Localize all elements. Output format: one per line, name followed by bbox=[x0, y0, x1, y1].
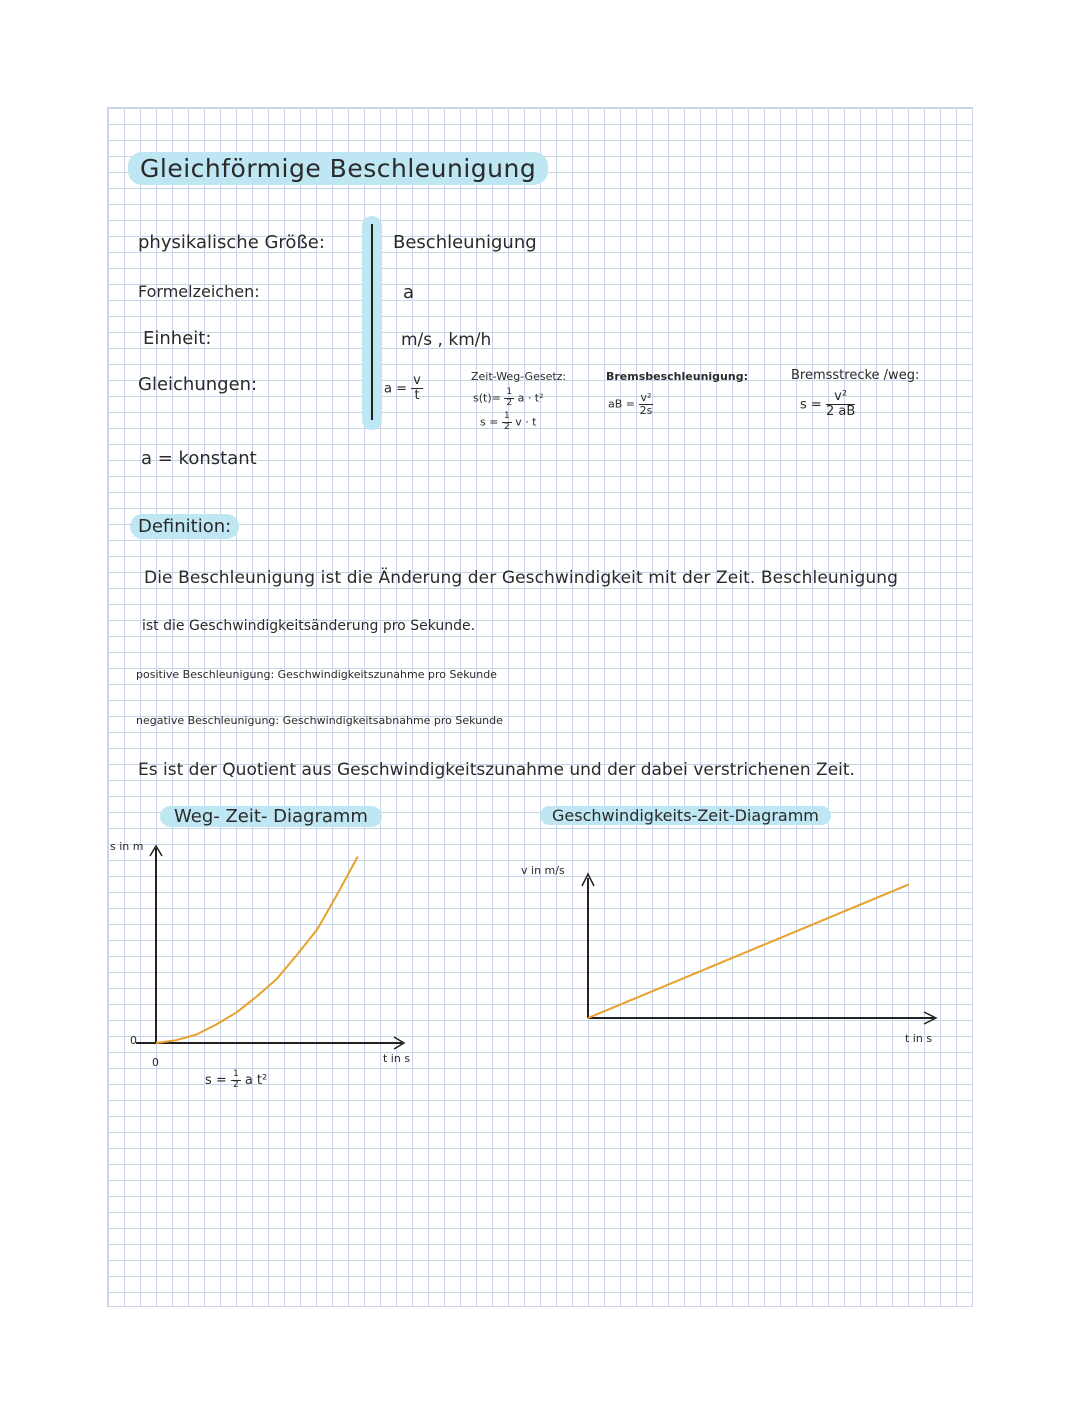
chart1-origin-x-label: 0 bbox=[152, 1056, 159, 1069]
chart1-origin-y-label: 0 bbox=[130, 1034, 137, 1047]
symbol-value: a bbox=[403, 282, 415, 303]
definition-heading: Definition: bbox=[130, 514, 239, 539]
chart1-formula-label: s = $\frac{1}{2}$ a t² bbox=[205, 1069, 268, 1090]
positive-acceleration: positive Beschleunigung: Geschwindigkeitszunahme pro Sekunde bbox=[136, 668, 497, 681]
equation-basic: a = $\frac{v}{t}$ bbox=[384, 373, 421, 404]
page-title: Gleichförmige Beschleunigung bbox=[128, 152, 548, 185]
chart2-series-line bbox=[588, 884, 909, 1018]
zeit-weg-line2: s = $\frac{1}{2}$ v · t bbox=[480, 411, 537, 432]
zeit-weg-line1: s(t)= $\frac{1}{2}$ a · t² bbox=[473, 387, 544, 408]
chart2-xlabel: t in s bbox=[905, 1032, 933, 1045]
quantity-label: physikalische Größe: bbox=[138, 232, 325, 253]
chart2-title: Geschwindigkeits-Zeit-Diagramm bbox=[540, 806, 831, 825]
chart1-title: Weg- Zeit- Diagramm bbox=[160, 806, 382, 827]
bremsstrecke-title: Bremsstrecke /weg: bbox=[791, 368, 920, 383]
zeit-weg-title: Zeit-Weg-Gesetz: bbox=[471, 370, 567, 383]
geschwindigkeit-zeit-chart bbox=[108, 108, 972, 1306]
definition-line1: Die Beschleunigung ist die Änderung der Geschwindigkeit mit der Zeit. Beschleunigung bbox=[144, 568, 899, 588]
negative-acceleration: negative Beschleunigung: Geschwindigkeitsabnahme pro Sekunde bbox=[136, 714, 503, 727]
equations-label: Gleichungen: bbox=[138, 374, 258, 395]
chart2-ylabel: v in m/s bbox=[521, 864, 565, 877]
bremsstrecke-formula: s = $\frac{\text{v²}}{2 aB}$ bbox=[800, 389, 856, 420]
definition-line2: ist die Geschwindigkeitsänderung pro Sekunde. bbox=[142, 618, 476, 634]
unit-label: Einheit: bbox=[143, 328, 212, 349]
chart1-xlabel: t in s bbox=[383, 1052, 411, 1065]
grid-paper-sheet bbox=[107, 107, 973, 1307]
bremsbeschleunigung-formula: aB = $\frac{\text{v²}}{2s}$ bbox=[608, 391, 653, 418]
quantity-value: Beschleunigung bbox=[393, 232, 537, 253]
quotient-sentence: Es ist der Quotient aus Geschwindigkeitszunahme und der dabei verstrichenen Zeit. bbox=[138, 760, 855, 780]
chart1-ylabel: s in m bbox=[110, 840, 144, 853]
unit-value: m/s , km/h bbox=[401, 330, 492, 350]
symbol-label: Formelzeichen: bbox=[138, 282, 260, 301]
constant-note: a = konstant bbox=[141, 448, 257, 469]
bremsbeschleunigung-title: Bremsbeschleunigung: bbox=[606, 370, 748, 383]
